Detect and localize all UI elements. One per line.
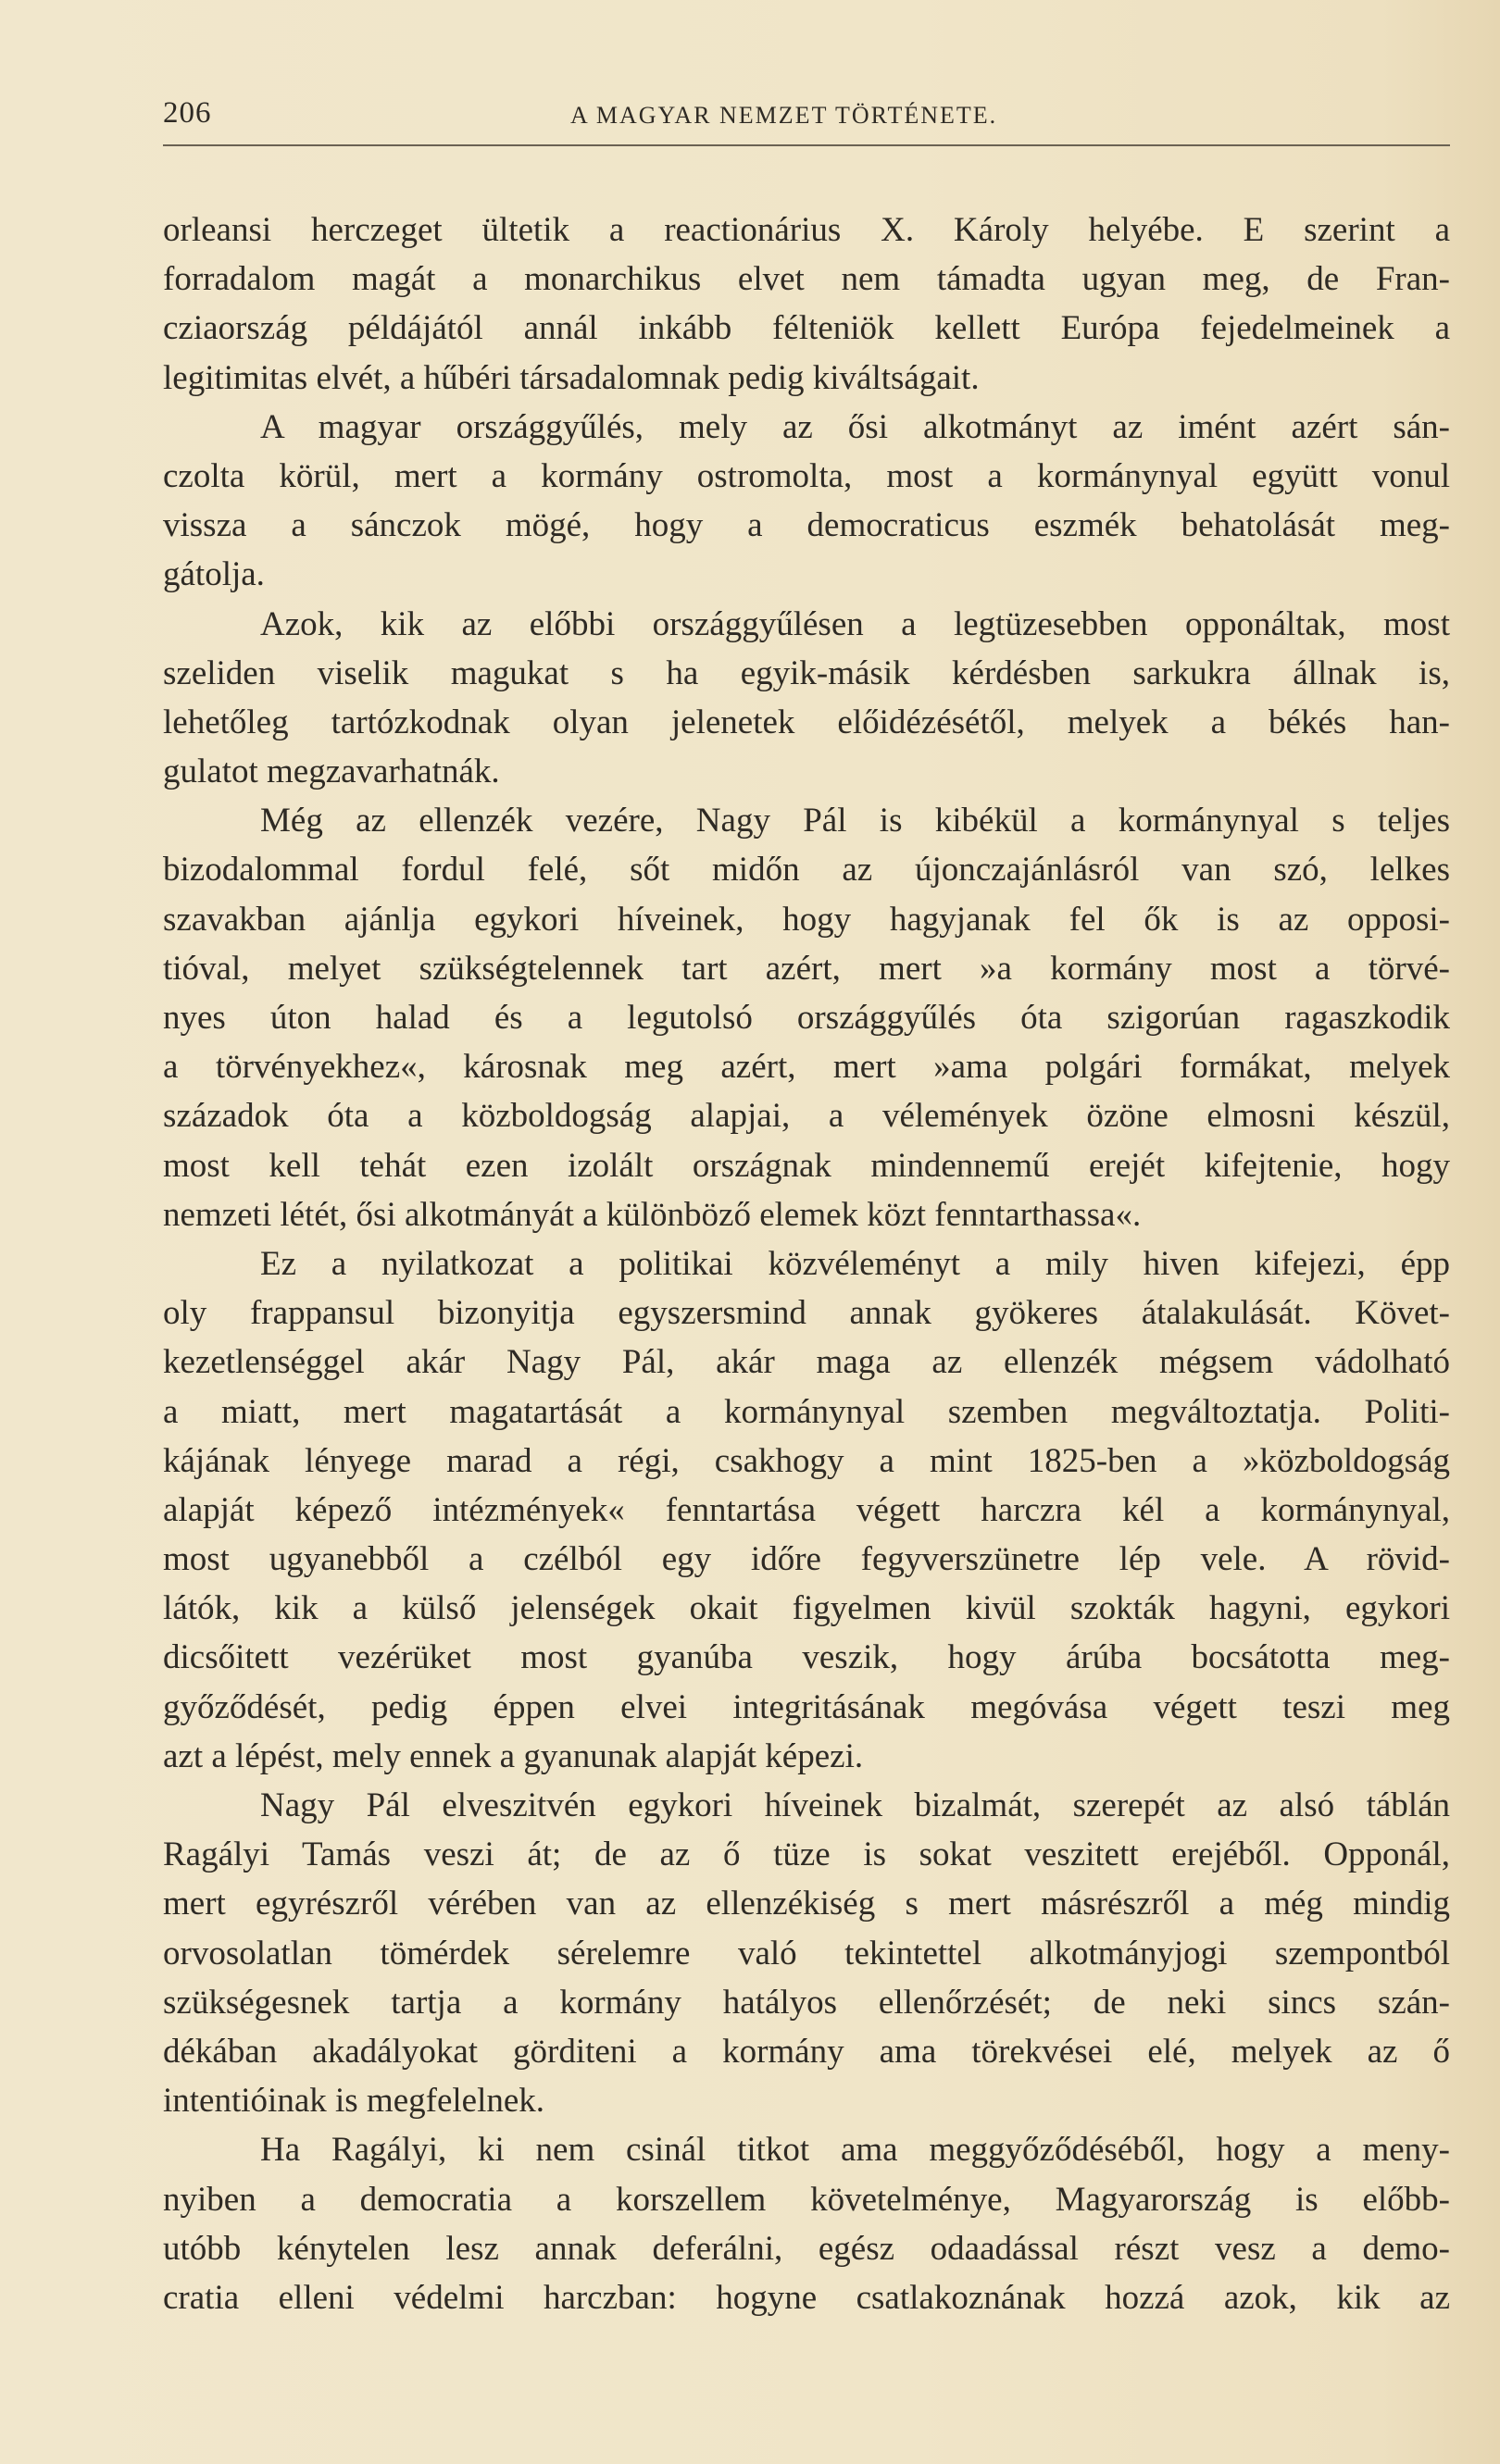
text-line: cziaország példájától annál inkább félteniök kellett Európa fejedelmeinek a [163, 309, 1450, 348]
text-line: gátolja. [163, 555, 265, 594]
text-line: nyiben a democratia a korszellem követelménye, Magyarország is előbb- [163, 2180, 1450, 2219]
text-line: Ez a nyilatkozat a politikai közvéleményt a mily hiven kifejezi, épp [260, 1244, 1450, 1283]
header-rule [163, 144, 1450, 146]
text-line: századok óta a közboldogság alapjai, a vélemények özöne elmosni készül, [163, 1097, 1450, 1136]
text-line: vissza a sánczok mögé, hogy a democraticus eszmék behatolását meg- [163, 506, 1450, 545]
text-line: orleansi herczeget ültetik a reactionárius X. Károly helyébe. E szerint a [163, 211, 1450, 249]
text-line: A magyar országgyűlés, mely az ősi alkotmányt az imént azért sán- [260, 407, 1450, 446]
text-line: azt a lépést, mely ennek a gyanunak alapját képezi. [163, 1736, 864, 1775]
page-number: 206 [163, 96, 212, 130]
text-line: szükségesnek tartja a kormány hatályos ellenőrzését; de neki sincs szán- [163, 1983, 1450, 2022]
running-head: A MAGYAR NEMZET TÖRTÉNETE. [570, 102, 998, 129]
text-line: szeliden viselik magukat s ha egyik-másik kérdésben sarkukra állnak is, [163, 653, 1450, 692]
text-line: cratia elleni védelmi harczban: hogyne csatlakoznának hozzá azok, kik az [163, 2278, 1450, 2317]
text-line: győződését, pedig éppen elvei integritásának megóvása végett teszi meg [163, 1687, 1450, 1726]
text-line: a miatt, mert magatartását a kormánynyal szemben megváltoztatja. Politi- [163, 1392, 1450, 1431]
text-line: Nagy Pál elveszitvén egykori híveinek bizalmát, szerepét az alsó táblán [260, 1786, 1450, 1824]
text-line: Azok, kik az előbbi országgyűlésen a legtüzesebben opponáltak, most [260, 604, 1450, 643]
text-line: dicsőitett vezérüket most gyanúba veszik, hogy árúba bocsátotta meg- [163, 1638, 1450, 1677]
text-line: látók, kik a külső jelenségek okait figyelmen kivül szokták hagyni, egykori [163, 1589, 1450, 1628]
page-header [163, 96, 1450, 143]
text-line: Ha Ragályi, ki nem csinál titkot ama meggyőződéséből, hogy a meny- [260, 2131, 1450, 2170]
text-line: szavakban ajánlja egykori híveinek, hogy hagyjanak fel ők is az opposi- [163, 900, 1450, 939]
text-line: alapját képező intézmények« fenntartása végett harczra kél a kormánynyal, [163, 1490, 1450, 1529]
text-line: orvosolatlan tömérdek sérelemre való tekintettel alkotmányjogi szempontból [163, 1934, 1450, 1972]
text-line: czolta körül, mert a kormány ostromolta, most a kormánynyal együtt vonul [163, 456, 1450, 495]
text-line: nyes úton halad és a legutolsó országgyűlés óta szigorúan ragaszkodik [163, 999, 1450, 1037]
text-line: intentióinak is megfelelnek. [163, 2082, 545, 2121]
text-line: lehetőleg tartózkodnak olyan jelenetek előidézésétől, melyek a békés han- [163, 703, 1450, 741]
text-line: legitimitas elvét, a hűbéri társadalomnak pedig kiváltságait. [163, 358, 980, 397]
text-line: utóbb kénytelen lesz annak deferálni, egész odaadással részt vesz a demo- [163, 2229, 1450, 2268]
text-line: a törvényekhez«, károsnak meg azért, mert »ama polgári formákat, melyek [163, 1048, 1450, 1087]
body-text [163, 205, 1450, 2322]
text-line: most ugyanebből a czélból egy időre fegyverszünetre lép vele. A rövid- [163, 1540, 1450, 1579]
text-line: kájának lényege marad a régi, csakhogy a mint 1825-ben a »közboldogság [163, 1441, 1450, 1480]
text-line: dékában akadályokat görditeni a kormány ama törekvései elé, melyek az ő [163, 2032, 1450, 2071]
text-line: tióval, melyet szükségtelennek tart azért, mert »a kormány most a törvé- [163, 949, 1450, 988]
text-line: nemzeti létét, ősi alkotmányát a különböző elemek közt fenntarthassa«. [163, 1195, 1142, 1234]
text-line: kezetlenséggel akár Nagy Pál, akár maga az ellenzék mégsem vádolható [163, 1343, 1450, 1382]
text-line: mert egyrészről vérében van az ellenzékiség s mert másrészről a még mindig [163, 1885, 1450, 1923]
text-line: Még az ellenzék vezére, Nagy Pál is kibékül a kormánynyal s teljes [260, 802, 1450, 840]
text-line: oly frappansul bizonyitja egyszersmind annak gyökeres átalakulását. Követ- [163, 1294, 1450, 1333]
text-line: Ragályi Tamás veszi át; de az ő tüze is sokat veszitett erejéből. Opponál, [163, 1836, 1450, 1874]
text-line: most kell tehát ezen izolált országnak mindennemű erejét kifejtenie, hogy [163, 1146, 1450, 1185]
text-line: gulatot megzavarhatnák. [163, 753, 500, 791]
text-line: bizodalommal fordul felé, sőt midőn az újonczajánlásról van szó, lelkes [163, 851, 1450, 890]
text-line: forradalom magát a monarchikus elvet nem támadta ugyan meg, de Fran- [163, 260, 1450, 299]
